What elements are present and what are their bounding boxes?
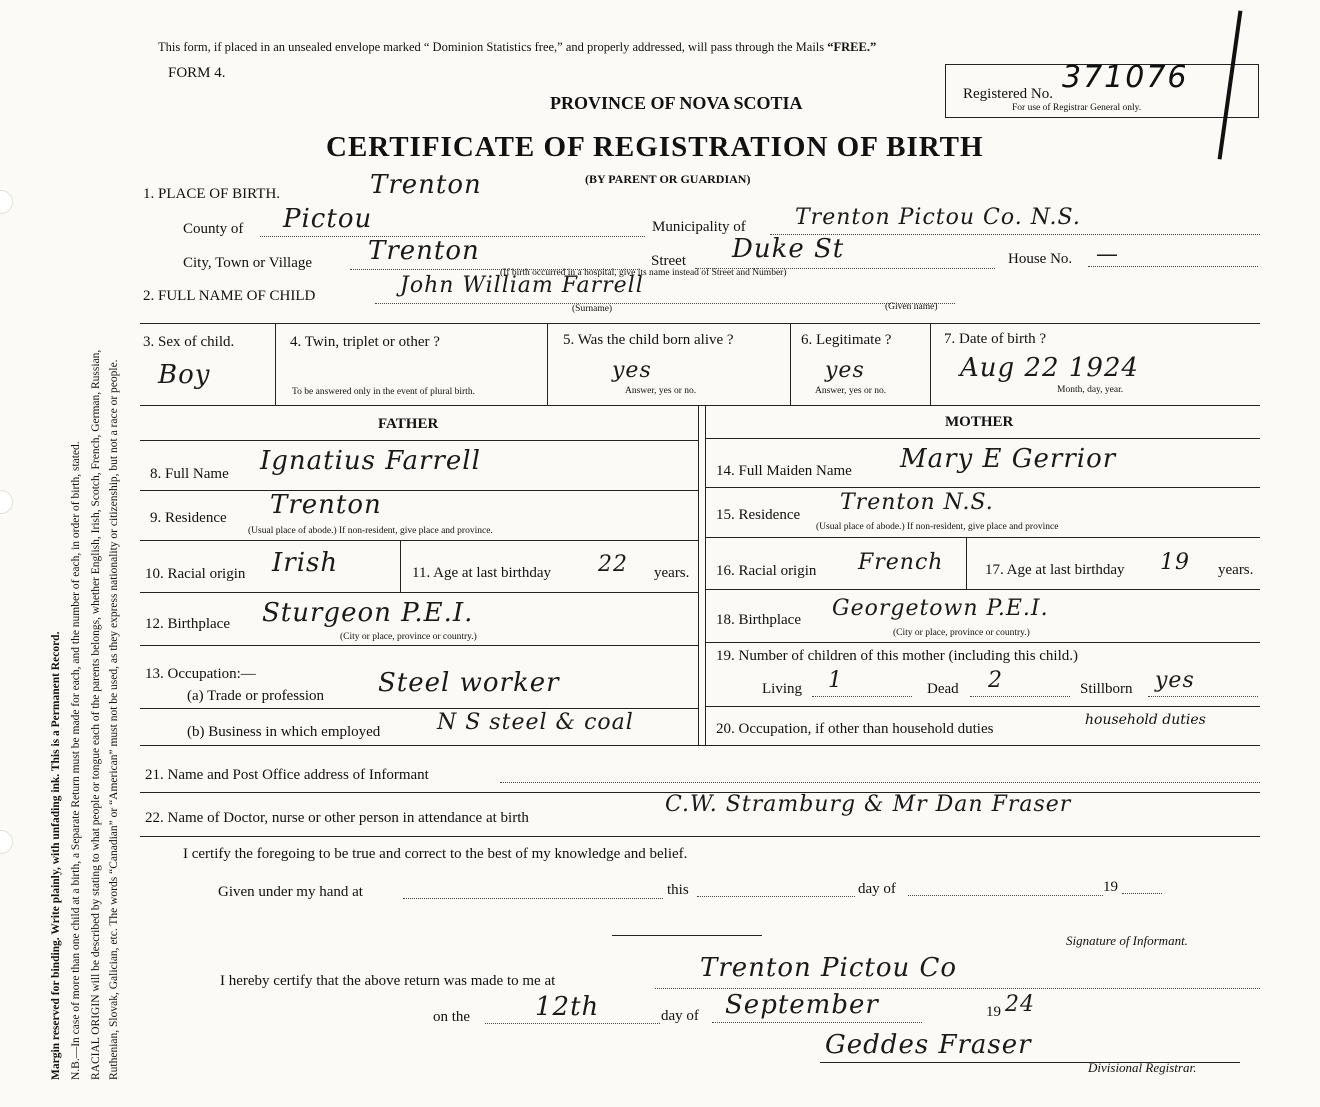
hospital-note: (If birth occurred in a hospital, give its name instead of Street and Number) — [500, 268, 787, 278]
row3-bottom-line — [140, 405, 1260, 406]
mother-name-label: 14. Full Maiden Name — [716, 463, 852, 479]
informant-signature-label: Signature of Informant. — [1066, 933, 1188, 948]
mother-row16-line — [706, 589, 1260, 590]
county-label: County of — [183, 221, 244, 237]
mail-free: “FREE.” — [827, 40, 877, 54]
registrar-dayof-label: day of — [661, 1008, 699, 1024]
side-note-3: RACIAL ORIGIN will be described by stating to what people or tongue each of the parents belongs, whether English, Irish, Scotch, French, German, Russian, — [90, 349, 102, 1080]
registered-label: Registered No. — [963, 86, 1053, 102]
twin-label: 4. Twin, triplet or other ? — [290, 334, 440, 350]
province-heading: PROVINCE OF NOVA SCOTIA — [550, 93, 803, 113]
father-name-value: Ignatius Farrell — [260, 446, 481, 476]
father-heading: FATHER — [378, 416, 439, 432]
child-name-label: 2. FULL NAME OF CHILD — [143, 288, 316, 304]
mother-row16-divider — [966, 537, 967, 589]
binding-hole-bottom — [0, 830, 13, 854]
legitimate-note: Answer, yes or no. — [815, 386, 887, 396]
page-subtitle: (BY PARENT OR GUARDIAN) — [585, 172, 751, 186]
sex-label: 3. Sex of child. — [143, 334, 235, 350]
dob-note: Month, day, year. — [1057, 385, 1124, 395]
registrar-year-prefix: 19 — [986, 1004, 1001, 1020]
mother-living-label: Living — [762, 681, 802, 697]
mother-race-value: French — [858, 550, 944, 575]
informant-line — [500, 782, 1260, 783]
father-row12-line — [140, 645, 698, 646]
row3-divider-4 — [930, 323, 931, 405]
given-name-note: (Given name) — [885, 302, 938, 312]
father-name-label: 8. Full Name — [150, 466, 229, 482]
father-residence-value: Trenton — [270, 490, 382, 520]
father-race-label: 10. Racial origin — [145, 566, 246, 582]
father-occupation-label: 13. Occupation:— — [145, 666, 256, 682]
mother-residence-label: 15. Residence — [716, 507, 801, 523]
mother-top-line — [706, 438, 1260, 439]
certify-text: I certify the foregoing to be true and correct to the best of my knowledge and belief. — [183, 846, 688, 862]
father-business-value: N S steel & coal — [437, 710, 634, 735]
mother-children-label: 19. Number of children of this mother (including this child.) — [716, 648, 1079, 664]
dob-value: Aug 22 1924 — [960, 353, 1139, 383]
father-row10-line — [140, 592, 698, 593]
legitimate-label: 6. Legitimate ? — [801, 332, 892, 348]
mother-city-note: (City or place, province or country.) — [893, 628, 1030, 638]
parents-bottom-line — [140, 745, 1260, 746]
registered-number: 371076 — [1062, 60, 1189, 95]
registrar-month-value: September — [725, 990, 879, 1020]
twin-note: To be answered only in the event of plural birth. — [292, 387, 475, 397]
registrar-cert-label: I hereby certify that the above return was made to me at — [220, 973, 556, 989]
father-birthplace-label: 12. Birthplace — [145, 616, 230, 632]
alive-label: 5. Was the child born alive ? — [563, 332, 734, 348]
mother-age-label: 17. Age at last birthday — [985, 562, 1125, 578]
father-age-value: 22 — [598, 552, 628, 577]
mother-occupation-label: 20. Occupation, if other than household duties — [716, 721, 994, 737]
informant-label: 21. Name and Post Office address of Informant — [145, 767, 429, 783]
registrar-day-value: 12th — [535, 992, 600, 1022]
mother-name-value: Mary E Gerrior — [900, 444, 1117, 474]
this-label: this — [667, 882, 689, 898]
municipality-label: Municipality of — [652, 219, 746, 235]
living-line — [812, 696, 912, 697]
row3-divider-2 — [547, 323, 548, 405]
place-label: 1. PLACE OF BIRTH. — [143, 186, 281, 202]
mother-birthplace-value: Georgetown P.E.I. — [832, 596, 1049, 621]
registrar-year-value: 24 — [1005, 992, 1035, 1017]
day-of-label: day of — [858, 881, 896, 897]
dob-label: 7. Date of birth ? — [944, 331, 1047, 347]
street-label: Street — [651, 253, 686, 269]
father-row10-divider — [400, 540, 401, 592]
this-line — [697, 896, 855, 897]
mother-dead-label: Dead — [927, 681, 959, 697]
row3-top-line — [140, 323, 1260, 324]
registrar-label: Divisional Registrar. — [1088, 1060, 1197, 1075]
mother-residence-value: Trenton N.S. — [840, 490, 994, 515]
county-value: Pictou — [283, 204, 373, 234]
mother-living-value: 1 — [828, 668, 843, 693]
mother-dead-value: 2 — [988, 668, 1003, 693]
given-line — [403, 898, 663, 899]
mother-birthplace-label: 18. Birthplace — [716, 612, 801, 628]
father-residence-label: 9. Residence — [150, 510, 227, 526]
father-city-note: (City or place, province or country.) — [340, 632, 477, 642]
form-number: FORM 4. — [168, 65, 226, 81]
dead-line — [970, 696, 1070, 697]
father-years-label: years. — [654, 565, 690, 581]
father-business-label: (b) Business in which employed — [187, 724, 381, 740]
year-line — [1122, 893, 1162, 894]
child-name-value: John William Farrell — [400, 273, 644, 298]
year-prefix-label: 19 — [1103, 879, 1118, 895]
page-title: CERTIFICATE OF REGISTRATION OF BIRTH — [326, 131, 984, 163]
mother-abode-note: (Usual place of abode.) If non-resident, give place and province — [816, 522, 1059, 532]
side-note-1: Margin reserved for binding. Write plainly, with unfading ink. This is a Permanent Record. — [50, 631, 62, 1080]
father-top-line — [140, 440, 698, 441]
binding-hole-middle — [0, 490, 13, 514]
row3-divider-1 — [275, 323, 276, 405]
father-age-label: 11. Age at last birthday — [412, 565, 551, 581]
child-name-line — [375, 303, 955, 304]
registrar-note: For use of Registrar General only. — [1012, 103, 1142, 113]
given-label: Given under my hand at — [218, 884, 363, 900]
house-value: — — [1096, 242, 1119, 267]
parents-divider-right — [705, 405, 706, 745]
on-the-line — [485, 1023, 660, 1024]
mother-row18-line — [706, 642, 1260, 643]
on-the-label: on the — [433, 1009, 471, 1025]
mother-heading: MOTHER — [945, 414, 1014, 430]
registrar-month-line — [712, 1022, 922, 1023]
mother-occupation-value: household duties — [1085, 712, 1206, 728]
municipality-value: Trenton Pictou Co. N.S. — [795, 205, 1081, 230]
mother-row19-line — [706, 706, 1260, 707]
father-birthplace-value: Sturgeon P.E.I. — [262, 598, 474, 628]
father-row13a-line — [140, 708, 698, 709]
father-race-value: Irish — [272, 548, 339, 578]
sex-value: Boy — [158, 360, 211, 390]
surname-note: (Surname) — [572, 304, 613, 314]
mother-race-label: 16. Racial origin — [716, 563, 817, 579]
city-label: City, Town or Village — [183, 255, 313, 271]
father-row9-line — [140, 540, 698, 541]
side-note-4: Ruthenian, Slovak, Galician, etc. The words “Canadian” or “American” must not be used, as they express nationality or citizenship, but not a race or people. — [108, 359, 120, 1080]
doctor-label: 22. Name of Doctor, nurse or other person in attendance at birth — [145, 810, 529, 826]
mother-row15-line — [706, 537, 1260, 538]
street-value: Duke St — [732, 234, 845, 264]
registrar-place-value: Trenton Pictou Co — [700, 953, 958, 983]
city-value: Trenton — [368, 236, 480, 266]
row3-divider-3 — [790, 323, 791, 405]
day-of-line — [908, 895, 1103, 896]
alive-note: Answer, yes or no. — [625, 386, 697, 396]
house-label: House No. — [1008, 251, 1073, 267]
legitimate-value: yes — [825, 358, 865, 383]
mother-row14-line — [706, 487, 1260, 488]
father-abode-note: (Usual place of abode.) If non-resident, give place and province. — [248, 526, 493, 536]
side-note-2: N.B.—In case of more than one child at a birth, a Separate Return must be made for each, and the number of each, in order of birth, stated. — [70, 441, 82, 1080]
registrar-signature: Geddes Fraser — [825, 1030, 1032, 1060]
row22-line — [140, 836, 1260, 837]
informant-signature-line — [612, 935, 762, 936]
father-row8-line — [140, 490, 698, 491]
mother-years-label: years. — [1218, 562, 1254, 578]
mother-stillborn-value: yes — [1155, 668, 1195, 693]
father-trade-value: Steel worker — [378, 668, 560, 698]
doctor-value: C.W. Stramburg & Mr Dan Fraser — [665, 792, 1072, 817]
mother-stillborn-label: Stillborn — [1080, 681, 1133, 697]
parents-divider-left — [698, 405, 699, 745]
place-value: Trenton — [370, 170, 482, 200]
registrar-place-line — [655, 988, 1260, 989]
binding-hole-top — [0, 190, 13, 214]
mother-age-value: 19 — [1160, 550, 1190, 575]
alive-value: yes — [612, 358, 652, 383]
mail-notice: This form, if placed in an unsealed envelope marked “ Dominion Statistics free,” and properly addressed, will pass through the Mails “FREE.” — [158, 40, 877, 54]
stillborn-line — [1148, 696, 1258, 697]
father-trade-label: (a) Trade or profession — [187, 688, 325, 704]
